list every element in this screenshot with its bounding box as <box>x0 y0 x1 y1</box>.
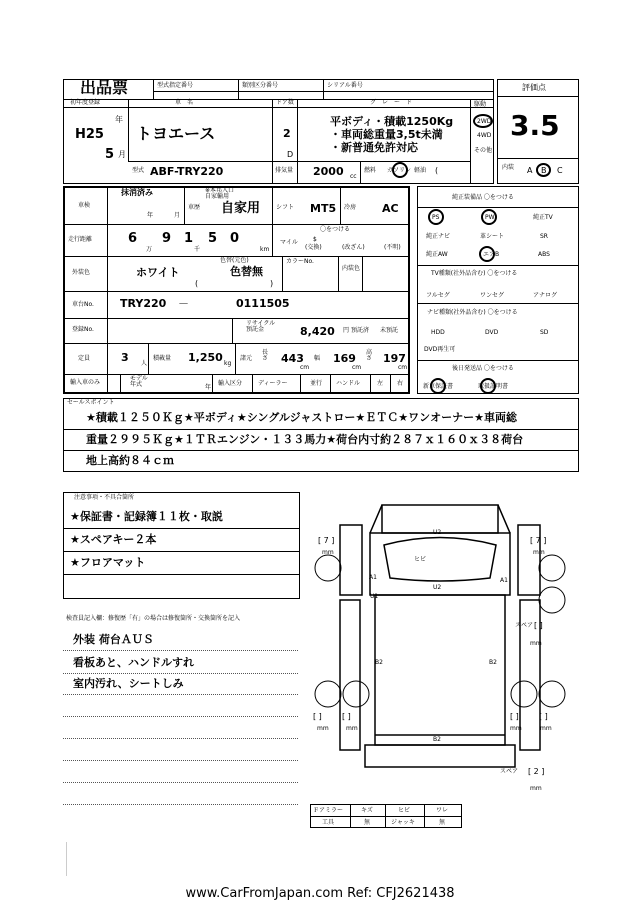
mileage-sen: 千 <box>194 246 201 253</box>
tire-rl2-mm: mm <box>346 725 358 732</box>
tv-fullseg: フルセグ <box>426 292 450 299</box>
displacement-label: 排気量 <box>275 167 294 174</box>
first-reg-label: 初年度登録 <box>70 99 101 106</box>
tire-fl-label: [ 7 ] <box>318 536 335 545</box>
height-value: 197 <box>383 352 406 365</box>
usage-label: 車歴 <box>188 204 201 211</box>
after-title: 後日発送品 〇をつける <box>452 365 514 372</box>
tire-fl-mm: mm <box>322 549 334 556</box>
shaken-value: 抹消済み <box>121 188 153 197</box>
legend-tools-value: 無 <box>364 819 371 826</box>
import-parallel: 並行 <box>310 380 323 387</box>
after-manual: 取扱説明書 <box>478 383 509 390</box>
name-label: 車 名 <box>175 99 194 106</box>
legend-break: ワレ <box>436 807 449 814</box>
recycle-unpaid: 未預託 <box>380 327 399 334</box>
equip-tv: 純正TV <box>533 214 553 221</box>
interior-color-label: 内装色 <box>342 265 361 272</box>
equip-aw: 純正AW <box>426 251 448 258</box>
interior-c: C <box>557 166 563 175</box>
selling-point-line-2: 重量２９９５Ｋｇ★１ＴＲエンジン・１３３馬力★荷台内寸約２８７ｘ１６０ｘ３８荷台 <box>86 433 524 446</box>
equip-leather: 革シート <box>480 233 505 240</box>
load-value: 1,250 <box>188 351 223 364</box>
notes-label: 注意事項・不具合箇所 <box>74 494 135 501</box>
spare-bottom-value: 2 <box>533 767 539 776</box>
shaken-year: 年 <box>147 212 154 219</box>
equip-ps-circle <box>428 209 444 225</box>
mileage-digit-5: 0 <box>230 231 240 246</box>
handle-label: ハンドル <box>336 380 361 387</box>
chassis-dash: － <box>178 297 189 310</box>
mile-label: マイル <box>280 239 298 246</box>
shaken-label: 車検 <box>78 202 91 209</box>
dims-label: 諸元 <box>240 355 253 362</box>
equip-ps: PS <box>432 214 440 221</box>
mileage-digit-1: 6 <box>128 231 138 246</box>
after-warranty-circle <box>430 378 446 394</box>
tires <box>315 555 565 707</box>
navi-dvd: DVD <box>485 329 499 336</box>
tire-rl1-label: [ ] <box>313 712 322 721</box>
footer-reference: www.CarFromJapan.com Ref: CFJ2621438 <box>185 886 455 901</box>
equip-airbag-circle <box>479 246 495 262</box>
color-code-label: カラーNo. <box>286 258 314 265</box>
mileage-digit-3: 1 <box>184 231 194 246</box>
diagram-hibi: ヒビ <box>414 556 427 563</box>
tire-fr-label: [ 7 ] <box>530 536 547 545</box>
length-label: 長さ <box>262 349 269 362</box>
exterior-color-label: 外装色 <box>72 269 91 276</box>
spare-top-bracket: [ ] <box>534 621 543 630</box>
page-title: 出品票 <box>80 78 129 97</box>
color-paren-r: ) <box>270 279 274 288</box>
note-line-1: ★保証書・記録簿１１枚・取説 <box>70 510 223 523</box>
score-label: 評価点 <box>522 83 546 92</box>
fuel-gas-circle <box>392 162 408 178</box>
tv-title: TV種類(社外品含む) 〇をつける <box>431 270 518 277</box>
recycle-value: 8,420 <box>300 325 335 338</box>
diagram-b2-right: B2 <box>489 659 497 666</box>
note-line-3: ★フロアマット <box>70 556 146 569</box>
load-unit: kg <box>224 360 232 367</box>
width-value: 169 <box>333 352 356 365</box>
exterior-color-value: ホワイト <box>136 266 180 279</box>
type-label: 型式 <box>132 167 145 174</box>
navi-sd: SD <box>540 329 549 336</box>
spare-bottom-bracket: [ 2 ] <box>528 767 545 776</box>
legend-scratch: キズ <box>361 807 373 814</box>
diagram-a1-left: A1 <box>369 574 377 581</box>
recycle-label: リサイクル 預託金 <box>246 320 276 333</box>
shift-label: シフト <box>276 204 295 211</box>
tv-analog: アナログ <box>533 292 558 299</box>
import-dealer: ディーラー <box>258 380 288 387</box>
handle-right: 右 <box>397 380 404 387</box>
equip-abs: ABS <box>538 251 550 258</box>
chassis-label: 車台No. <box>72 301 94 308</box>
reg-label: 登録No. <box>72 326 94 333</box>
chassis-prefix: TRY220 <box>120 297 167 310</box>
interior-label: 内装 <box>502 164 515 171</box>
tire-rr1-label: [ ] <box>510 712 519 721</box>
vehicle-type: ABF-TRY220 <box>150 165 224 178</box>
color-paren-l: ( <box>195 279 199 288</box>
spare-bottom-mm: mm <box>530 785 542 792</box>
handle-left: 左 <box>377 380 384 387</box>
fuel-gas: ガソリン <box>387 167 412 174</box>
mileage-label: 走行距離 <box>68 236 93 243</box>
tire-rr2-mm: mm <box>540 725 552 732</box>
mileage-digit-2: 9 <box>162 231 172 246</box>
height-label: 高さ <box>366 349 373 362</box>
category-no-label: 類別区分番号 <box>242 82 279 89</box>
interior-b-circle <box>536 163 551 177</box>
recycle-unit: 円 <box>343 327 350 334</box>
vehicle-name: トヨエース <box>136 124 216 143</box>
equip-navi: 純正ナビ <box>426 233 451 240</box>
equip-pw-circle <box>481 209 497 225</box>
selling-point-line-1: ★積載１２５０Ｋｇ★平ボディ★シングルジャストロー★ＥＴＣ★ワンオーナー★車両総 <box>86 411 517 424</box>
legend-jack-value: 無 <box>439 819 446 826</box>
shaken-month: 月 <box>174 212 181 219</box>
spare-top-label: スペア <box>515 622 534 629</box>
capacity-unit: 人 <box>141 360 148 367</box>
tire-rr1-mm: mm <box>510 725 522 732</box>
fuel-paren: ( <box>435 166 439 175</box>
inspector-line-2: 看板あと、ハンドルすれ <box>73 656 194 669</box>
import-label: ※本邦入口 自家輸用 <box>205 187 235 200</box>
serial-no-label: シリアル番号 <box>327 82 363 89</box>
inspector-line-1: 外装 荷台ＡＵＳ <box>73 633 154 646</box>
mileage-digit-4: 5 <box>208 231 218 246</box>
diagram-u1: U1 <box>370 593 379 600</box>
legend-jack: ジャッキ <box>391 819 415 826</box>
chassis-number: 0111505 <box>236 297 290 310</box>
tire-fr-value: 7 <box>535 536 541 545</box>
spare-bottom-label: スペア <box>500 768 519 775</box>
fuel-light: 軽油 <box>414 167 427 174</box>
drive-2wd-circle <box>473 114 493 128</box>
diagram-b2-left: B2 <box>375 659 383 666</box>
mileage-km: km <box>260 246 270 253</box>
selling-point-line-3: 地上高約８４ｃｍ <box>86 454 174 467</box>
ac-value: AC <box>382 202 399 215</box>
fuel-label: 燃料 <box>364 167 377 174</box>
details-table <box>63 186 410 394</box>
tire-rl2-label: [ ] <box>342 712 351 721</box>
grade-line-3: ・新普通免許対応 <box>330 141 418 154</box>
note-line-2: ★スペアキー２本 <box>70 533 157 546</box>
door-unit: D <box>287 150 294 159</box>
equip-pw: PW <box>485 214 495 221</box>
width-label: 幅 <box>314 355 321 362</box>
model-year-unit: 年 <box>205 384 212 391</box>
length-cm: cm <box>300 364 310 371</box>
equipment-title: 純正装備品 〇をつける <box>452 194 514 201</box>
recycle-status: 預託済 <box>351 327 370 334</box>
displacement-unit: cc <box>350 173 357 180</box>
diagram-u2-mid: U2 <box>433 584 442 591</box>
displacement-value: 2000 <box>313 165 344 178</box>
drive-label: 駆動 <box>474 101 487 108</box>
diagram-b2-bottom: B2 <box>433 736 441 743</box>
spare-top-mm: mm <box>530 640 542 647</box>
load-label: 積載量 <box>153 355 172 362</box>
door-count: 2 <box>283 127 291 140</box>
tire-rr2-label: [ ] <box>539 712 548 721</box>
import-type-label: 輸入車のみ <box>70 379 101 386</box>
navi-hdd: HDD <box>431 329 445 336</box>
drive-other: その他 <box>474 147 493 154</box>
navi-dvd-play: DVD再生可 <box>424 346 456 353</box>
mile-mark: 〇をつける <box>320 226 351 233</box>
tv-oneseg: ワンセグ <box>480 292 505 299</box>
door-label: ドア数 <box>276 99 294 106</box>
length-value: 443 <box>281 352 304 365</box>
capacity-label: 定員 <box>78 355 91 362</box>
selling-points-label: セールスポイント <box>67 399 115 406</box>
width-cm: cm <box>352 364 362 371</box>
tire-rl1-mm: mm <box>317 725 329 732</box>
grade-label: グ レ ー ド <box>370 99 413 106</box>
drive-2wd: 2WD <box>477 118 492 125</box>
grade-line-2: ・車両総重量3,5t未満 <box>330 128 443 141</box>
interior-a: A <box>527 166 533 175</box>
usage-value: 自家用 <box>221 201 261 216</box>
inspection-no-label: 型式指定番号 <box>157 82 194 89</box>
after-warranty: 新車保証書 <box>423 383 454 390</box>
first-reg-month: 5 <box>105 147 115 162</box>
mile-opt-1: $ <box>313 236 317 243</box>
mile-opt-4: (不明) <box>384 244 401 251</box>
equip-sr: SR <box>540 233 548 240</box>
inspector-label: 検査員記入欄：修復歴「有」の場合は修復箇所・交換箇所を記入 <box>66 615 241 622</box>
diagram-a1-right: A1 <box>500 577 508 584</box>
legend-mirror: Ｆアミラー <box>313 807 344 814</box>
mileage-man: 万 <box>146 246 153 253</box>
tire-fl-value: 7 <box>323 536 329 545</box>
inspector-line-3: 室内汚れ、シートしみ <box>73 677 184 690</box>
mile-opt-3: (改ざん) <box>342 244 365 251</box>
mile-opt-2: (交換) <box>305 244 322 251</box>
diagram-u2-top: U2 <box>433 529 442 536</box>
score-value: 3.5 <box>510 109 560 142</box>
after-manual-circle <box>480 378 496 394</box>
legend-crack: ヒビ <box>398 807 411 814</box>
shift-value: MT5 <box>310 202 337 215</box>
model-year-label: モデル 年式 <box>130 375 148 388</box>
height-cm: cm <box>398 364 408 371</box>
year-unit: 年 <box>115 115 123 124</box>
import-cat-label: 輸入区分 <box>218 380 243 387</box>
color-no-value: 色替無 <box>230 265 263 278</box>
navi-title: ナビ種類(社外品含む) 〇をつける <box>427 309 518 316</box>
capacity-value: 3 <box>121 351 129 364</box>
month-unit: 月 <box>118 150 126 159</box>
grade-line-1: 平ボディ・積載1250Kg <box>330 115 454 128</box>
color-no-label: 色替(元色) <box>220 257 249 264</box>
tire-fr-mm: mm <box>533 549 545 556</box>
ac-label: 冷房 <box>344 204 357 211</box>
drive-4wd: 4WD <box>477 132 492 139</box>
legend-tools: 工具 <box>322 819 335 826</box>
equip-airbag: エアB <box>483 251 500 258</box>
first-reg-year: H25 <box>75 127 104 142</box>
interior-b: B <box>541 166 547 175</box>
